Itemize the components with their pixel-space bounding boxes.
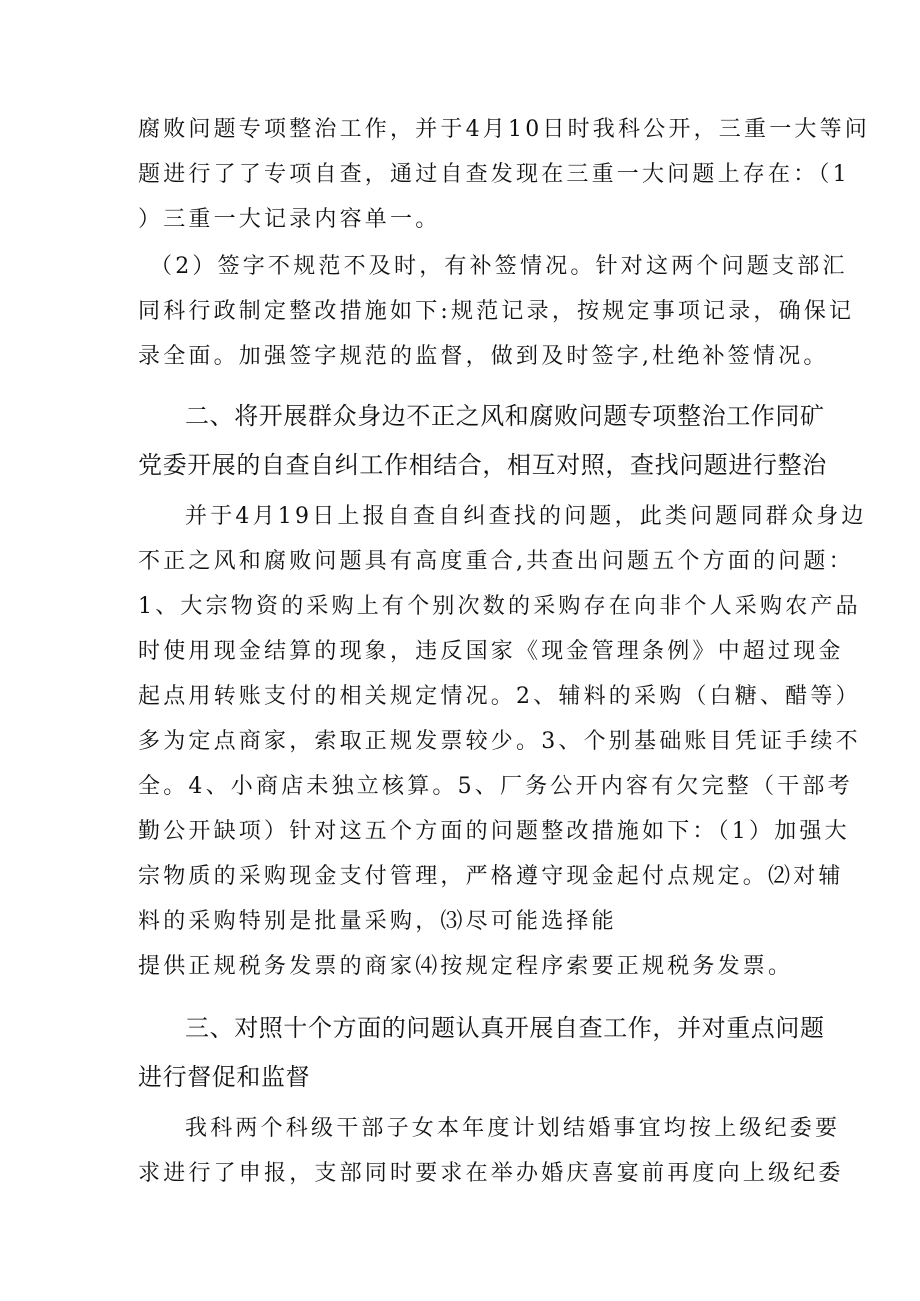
text-line: 起点用转账支付的相关规定情况。2、辅料的采购（白糖、醋等） [138, 684, 861, 709]
text-line: 求进行了申报，支部同时要求在举办婚庆喜宴前再度向上级纪委 [138, 1161, 844, 1186]
section-heading: 党委开展的自查自纠工作相结合，相互对照，查找问题进行整治 [138, 451, 827, 479]
text-line: 同科行政制定整改措施如下:规范记录，按规定事项记录，确保记 [138, 299, 855, 324]
text-line: 宗物质的采购现金支付管理，严格遵守现金起付点规定。⑵对辅 [138, 864, 844, 889]
text-line: 提供正规税务发票的商家⑷按规定程序索要正规税务发票。 [138, 954, 794, 979]
text-line: 腐败问题专项整治工作，并于4月10日时我科公开，三重一大等问 [138, 117, 870, 142]
section-heading: 二、将开展群众身边不正之风和腐败问题专项整治工作同矿 [185, 402, 825, 430]
text-line: 1、大宗物资的采购上有个别次数的采购存在向非个人采购农产品 [138, 594, 861, 619]
text-line: （2）签字不规范不及时，有补签情况。针对这两个问题支部汇 [150, 254, 848, 279]
text-line: 时使用现金结算的现象，违反国家《现金管理条例》中超过现金 [138, 639, 844, 664]
text-line: 料的采购特别是批量采购，⑶尽可能选择能 [138, 909, 617, 934]
text-line: 全。4、小商店未独立核算。5、厂务公开内容有欠完整（干部考 [138, 774, 853, 799]
text-line: 多为定点商家，索取正规发票较少。3、个别基础账目凭证手续不 [138, 729, 861, 754]
section-heading: 进行督促和监督 [138, 1063, 311, 1091]
text-line: 勤公开缺项）针对这五个方面的问题整改措施如下：（1）加强大 [138, 819, 850, 844]
text-line: 录全面。加强签字规范的监督，做到及时签字,杜绝补签情况。 [138, 344, 829, 369]
text-line: 我科两个科级干部子女本年度计划结婚事宜均按上级纪委要 [185, 1116, 841, 1141]
section-heading: 三、对照十个方面的问题认真开展自查工作，并对重点问题 [185, 1014, 825, 1042]
text-line: 并于4月19日上报自查自纠查找的问题，此类问题同群众身边 [185, 504, 867, 529]
text-line: ）三重一大记录内容单一。 [138, 207, 441, 232]
text-line: 题进行了了专项自查，通过自查发现在三重一大问题上存在：（1 [138, 162, 850, 187]
text-line: 不正之风和腐败问题具有高度重合,共查出问题五个方面的问题： [138, 549, 854, 574]
